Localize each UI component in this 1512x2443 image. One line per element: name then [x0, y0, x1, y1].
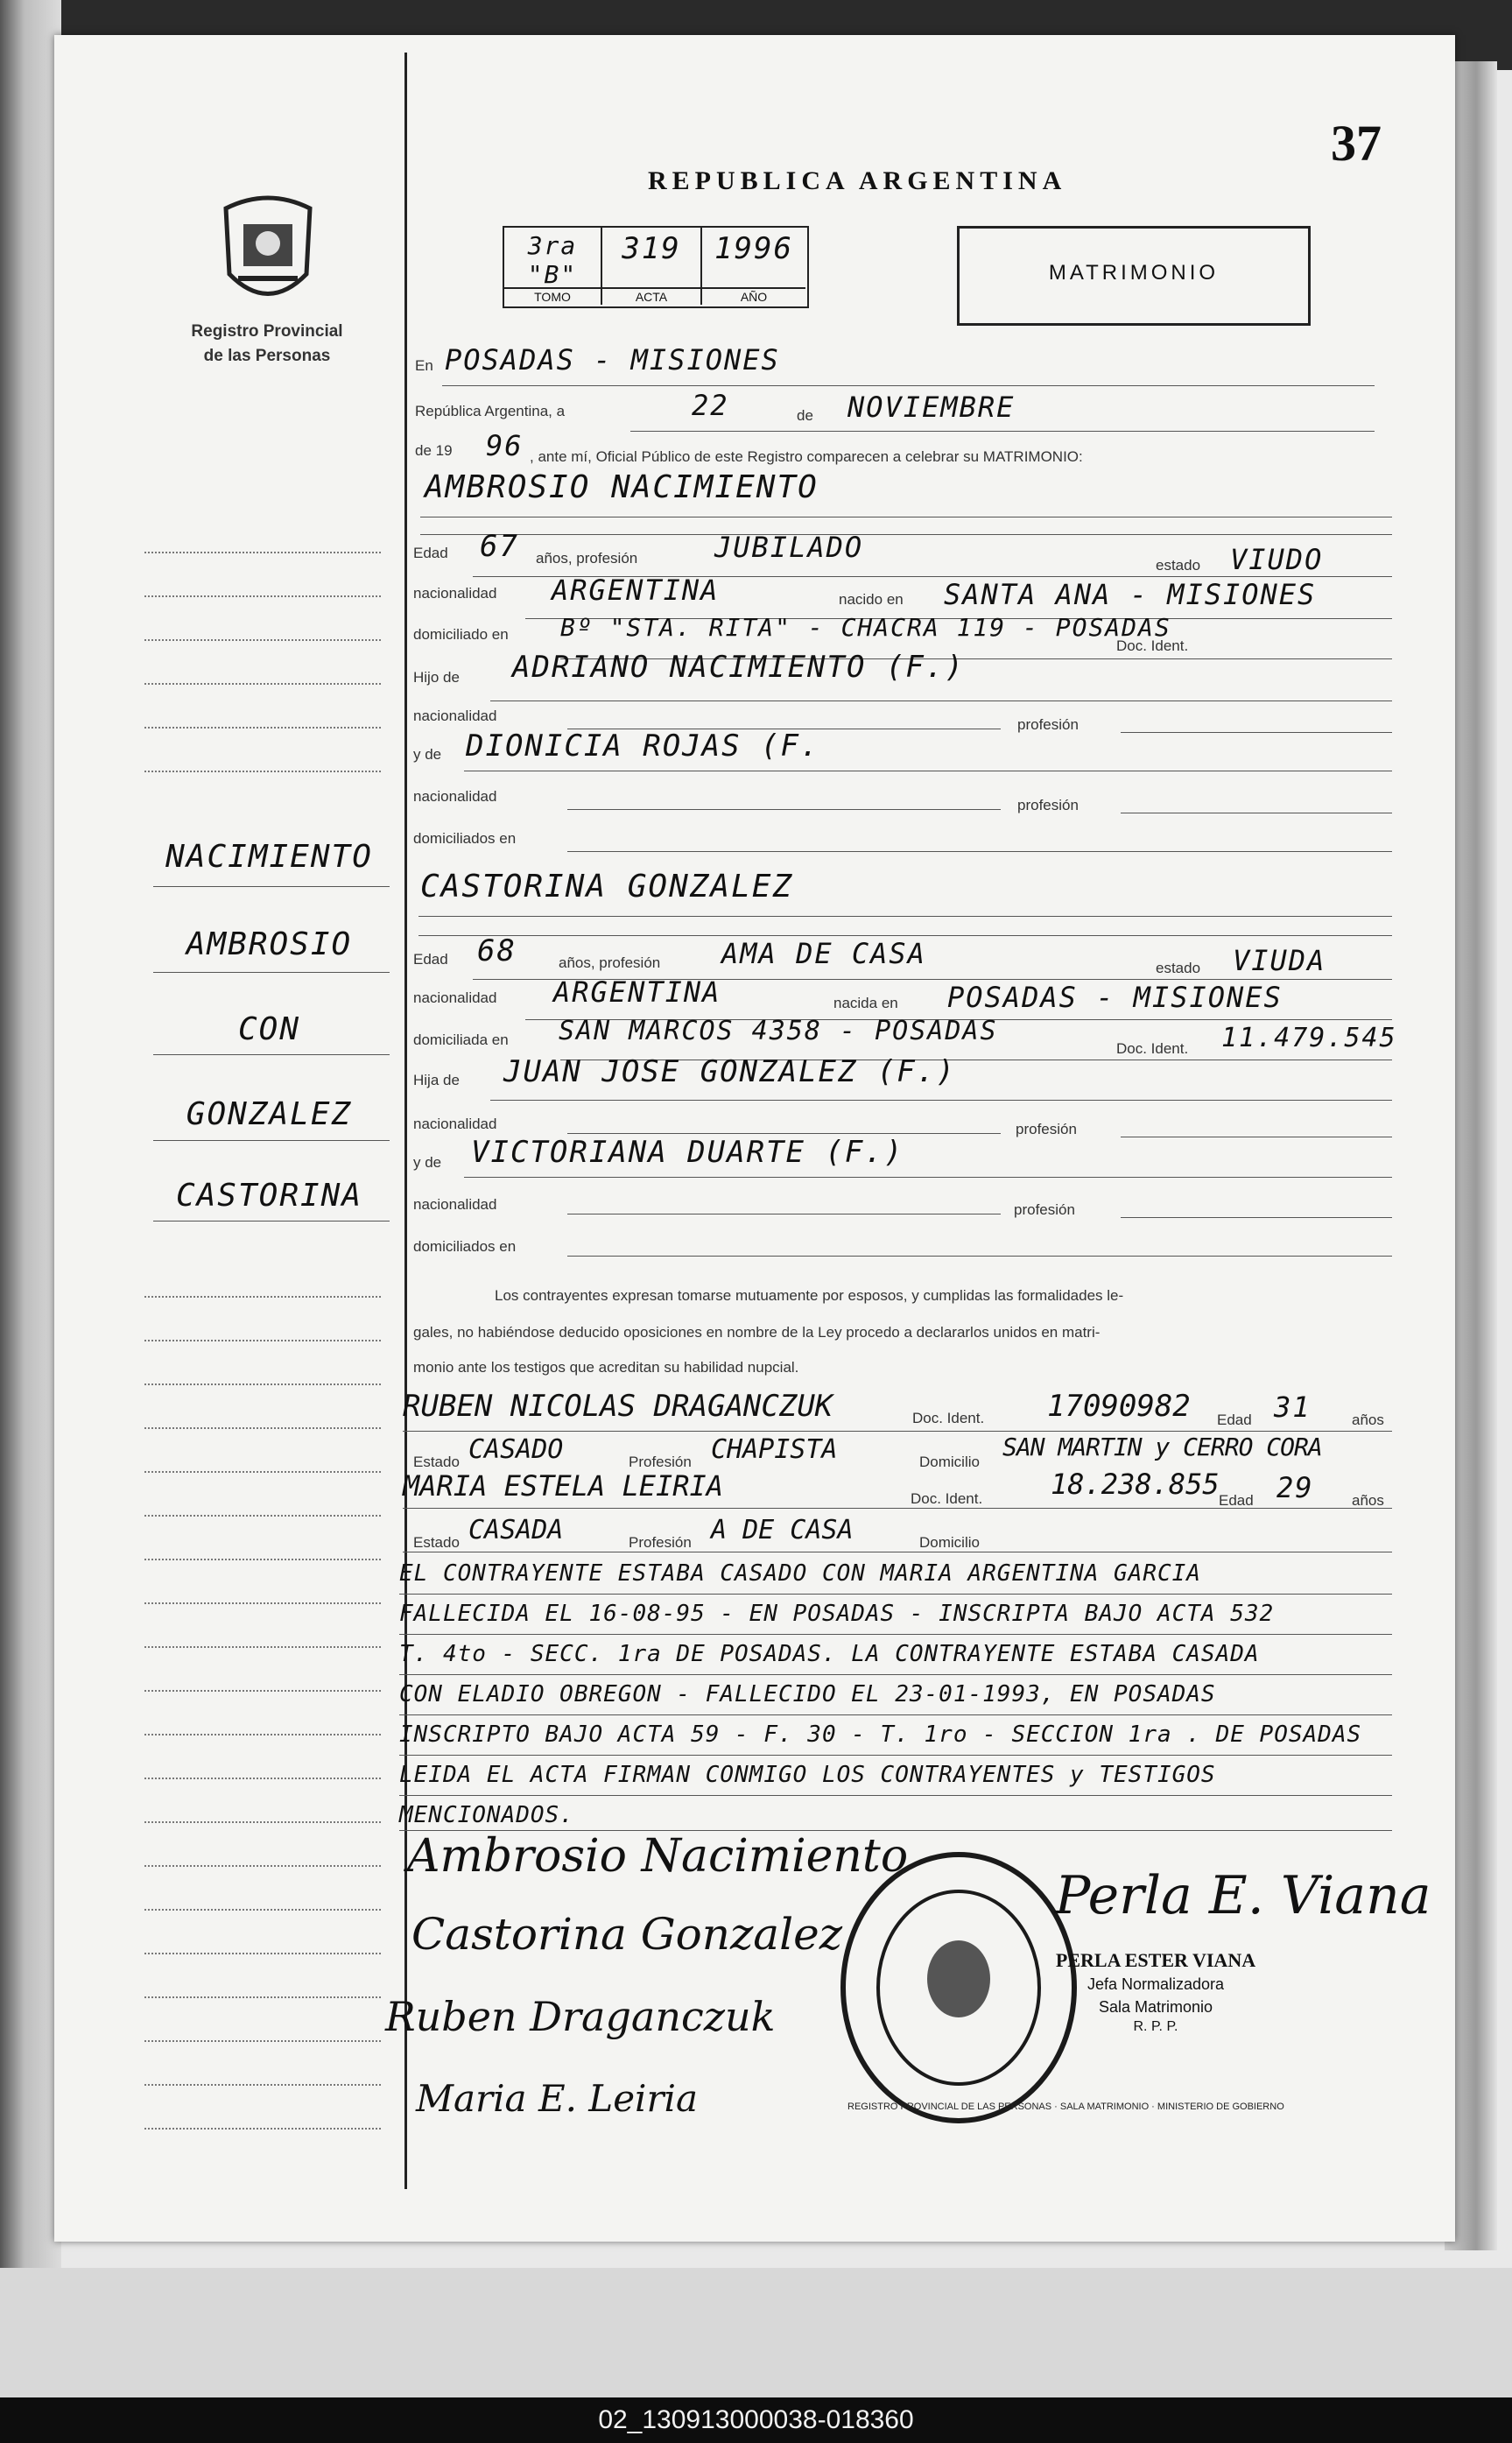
signature-witness1: Ruben Draganczuk [385, 1993, 776, 2040]
year-value: 96 [486, 429, 524, 462]
margin-name-1: NACIMIENTO [165, 839, 373, 875]
bride-estado-label: estado [1156, 960, 1201, 976]
bride-born: POSADAS - MISIONES [947, 981, 1283, 1014]
witness2-prof-label: Profesión [629, 1534, 692, 1551]
day-value: 22 [692, 389, 729, 422]
statement-line1: Los contrayentes expresan tomarse mutuamente por esposos, y cumplidas las formalidades le- [495, 1287, 1124, 1304]
signature-bride: Castorina Gonzalez [411, 1909, 843, 1960]
witness2-edad-label: Edad [1219, 1492, 1254, 1509]
bride-mother-prof-label: profesión [1014, 1201, 1075, 1218]
note-line-1: EL CONTRAYENTE ESTABA CASADO CON MARIA ARGENTINA GARCIA [399, 1560, 1201, 1587]
witness2-profession: A DE CASA [711, 1515, 854, 1545]
bride-edad-label: Edad [413, 951, 448, 968]
witness2-age: 29 [1276, 1471, 1314, 1504]
witness1-edad-label: Edad [1217, 1412, 1252, 1428]
groom-mother-prof-label: profesión [1017, 797, 1079, 813]
signature-witness2: Maria E. Leiria [416, 2077, 699, 2120]
note-line-2: FALLECIDA EL 16-08-95 - EN POSADAS - INSCRIPTA BAJO ACTA 532 [399, 1601, 1275, 1627]
official-title2: Sala Matrimonio [1098, 1998, 1213, 2016]
bride-address: SAN MARCOS 4358 - POSADAS [559, 1016, 998, 1046]
bride-nationality: ARGENTINA [553, 975, 721, 1009]
bride-mother: VICTORIANA DUARTE (F.) [471, 1135, 904, 1170]
footer-code: 02_130913000038-018360 [0, 2397, 1512, 2443]
en-label: En [415, 357, 433, 374]
witness2-name: MARIA ESTELA LEIRIA [403, 1469, 724, 1503]
groom-address: Bº "STA. RITA" - CHACRA 119 - POSADAS [560, 613, 1171, 642]
ano-value: 1996 [714, 231, 793, 266]
bride-doc: 11.479.545 [1221, 1023, 1397, 1053]
witness1-dom-label: Domicilio [919, 1454, 980, 1470]
tomo-label: TOMO [504, 287, 601, 305]
witness1-estado-label: Estado [413, 1454, 460, 1470]
acta-value: 319 [622, 231, 681, 266]
bride-hija-label: Hija de [413, 1072, 460, 1088]
bride-nac-label: nacionalidad [413, 989, 497, 1006]
official-title1: Jefa Normalizadora [1087, 1975, 1225, 1993]
groom-hijo-label: Hijo de [413, 669, 460, 686]
groom-age: 67 [480, 529, 519, 564]
republica-label: República Argentina, a [415, 403, 566, 419]
margin-name-2: AMBROSIO [186, 926, 353, 962]
groom-father-nac-label: nacionalidad [413, 708, 497, 724]
bride-name: CASTORINA GONZALEZ [420, 869, 794, 905]
groom-father-prof-label: profesión [1017, 716, 1079, 733]
bride-nacida-label: nacida en [833, 995, 898, 1011]
witness1-profession: CHAPISTA [711, 1434, 838, 1465]
groom-parents-dom-label: domiciliados en [413, 830, 517, 847]
statement-line2: gales, no habiéndose deducido oposiciones en nombre de la Ley procedo a declararlos unidos en matri- [413, 1324, 1101, 1341]
record-type-box: MATRIMONIO [957, 226, 1311, 326]
witness2-dom-label: Domicilio [919, 1534, 980, 1551]
witness2-estado-label: Estado [413, 1534, 460, 1551]
coat-of-arms-icon [217, 191, 319, 305]
ano-label: AÑO [702, 287, 805, 305]
official-title3: R. P. P. [1133, 2019, 1178, 2034]
official-name: PERLA ESTER VIANA [1055, 1949, 1256, 1971]
groom-nac-label: nacionalidad [413, 585, 497, 602]
place-value: POSADAS - MISIONES [445, 343, 780, 377]
seal-text: REGISTRO PROVINCIAL DE LAS PERSONAS · SALA MATRIMONIO · MINISTERIO DE GOBIERNO [847, 2102, 1284, 2112]
groom-nationality: ARGENTINA [552, 574, 720, 607]
groom-mother-nac-label: nacionalidad [413, 788, 497, 805]
groom-born: SANTA ANA - MISIONES [944, 578, 1317, 611]
acta-label: ACTA [602, 287, 700, 305]
official-seal-icon [836, 1848, 1081, 2128]
note-line-5: INSCRIPTO BAJO ACTA 59 - F. 30 - T. 1ro - SECCION 1ra . DE POSADAS [399, 1721, 1362, 1748]
witness2-doc: 18.238.855 [1051, 1468, 1220, 1501]
margin-name-5: CASTORINA [175, 1178, 363, 1214]
note-line-4: CON ELADIO OBREGON - FALLECIDO EL 23-01-1993, EN POSADAS [399, 1681, 1216, 1707]
bride-doc-label: Doc. Ident. [1116, 1040, 1189, 1057]
groom-dom-label: domiciliado en [413, 626, 509, 643]
bride-father-nac-label: nacionalidad [413, 1116, 497, 1132]
statement-line3: monio ante los testigos que acreditan su habilidad nupcial. [413, 1359, 799, 1376]
witness2-anos-label: años [1352, 1492, 1384, 1509]
de-label: de [797, 407, 813, 424]
groom-doc-label: Doc. Ident. [1116, 637, 1189, 654]
bride-father: JUAN JOSE GONZALEZ (F.) [503, 1054, 956, 1089]
registry-line1: Registro Provincial [191, 322, 343, 341]
acta-cell [602, 228, 702, 305]
witness1-status: CASADO [468, 1434, 564, 1465]
witness2-doc-label: Doc. Ident. [911, 1490, 983, 1507]
witness1-age: 31 [1274, 1390, 1312, 1424]
bride-father-prof-label: profesión [1016, 1121, 1077, 1137]
witness1-name: RUBEN NICOLAS DRAGANCZUK [403, 1389, 833, 1424]
groom-anos-label: años, profesión [536, 550, 638, 567]
groom-edad-label: Edad [413, 545, 448, 561]
margin-name-3: CON [237, 1011, 301, 1047]
witness1-anos-label: años [1352, 1412, 1384, 1428]
margin-name-4: GONZALEZ [186, 1096, 353, 1132]
groom-father: ADRIANO NACIMIENTO (F.) [512, 650, 965, 685]
groom-yde-label: y de [413, 746, 442, 763]
groom-nacido-label: nacido en [839, 591, 904, 608]
bride-mother-nac-label: nacionalidad [413, 1196, 497, 1213]
bride-status: VIUDA [1233, 944, 1326, 977]
facing-page-edge [0, 0, 61, 2268]
witness1-prof-label: Profesión [629, 1454, 692, 1470]
groom-profession: JUBILADO [714, 531, 864, 564]
note-line-3: T. 4to - SECC. 1ra DE POSADAS. LA CONTRAYENTE ESTABA CASADA [399, 1641, 1260, 1667]
scan-background-bottom [0, 2268, 1512, 2399]
groom-name: AMBROSIO NACIMIENTO [425, 469, 819, 505]
month-value: NOVIEMBRE [847, 391, 1016, 424]
groom-mother: DIONICIA ROJAS (F. [466, 729, 820, 764]
bride-profession: AMA DE CASA [721, 937, 926, 970]
de19-label: de 19 [415, 442, 453, 459]
bride-anos-label: años, profesión [559, 954, 661, 971]
country-title: REPUBLICA ARGENTINA [648, 166, 1067, 195]
ano-cell [702, 228, 805, 305]
tomo-value: 3ra "B" [527, 231, 578, 289]
note-line-7: MENCIONADOS. [399, 1802, 574, 1828]
ante-text: , ante mí, Oficial Público de este Registro comparecen a celebrar su MATRIMONIO: [530, 448, 1083, 465]
bride-yde-label: y de [413, 1154, 442, 1171]
tomo-cell [504, 228, 602, 305]
page-number: 37 [1331, 115, 1382, 172]
witness2-status: CASADA [468, 1515, 564, 1545]
witness1-doc-label: Doc. Ident. [912, 1410, 985, 1426]
witness1-address: SAN MARTIN y CERRO CORA [1002, 1433, 1322, 1461]
groom-estado-label: estado [1156, 557, 1201, 574]
registry-line2: de las Personas [203, 347, 331, 365]
bride-dom-label: domiciliada en [413, 1031, 509, 1048]
official-signature: Perla E. Viana [1055, 1865, 1431, 1926]
bride-parents-dom-label: domiciliados en [413, 1238, 517, 1255]
groom-status: VIUDO [1230, 543, 1324, 576]
act-box [503, 226, 809, 308]
witness1-doc: 17090982 [1047, 1389, 1191, 1424]
note-line-6: LEIDA EL ACTA FIRMAN CONMIGO LOS CONTRAYENTES y TESTIGOS [399, 1762, 1216, 1788]
signature-groom: Ambrosio Nacimiento [407, 1830, 909, 1883]
bride-age: 68 [477, 933, 517, 968]
